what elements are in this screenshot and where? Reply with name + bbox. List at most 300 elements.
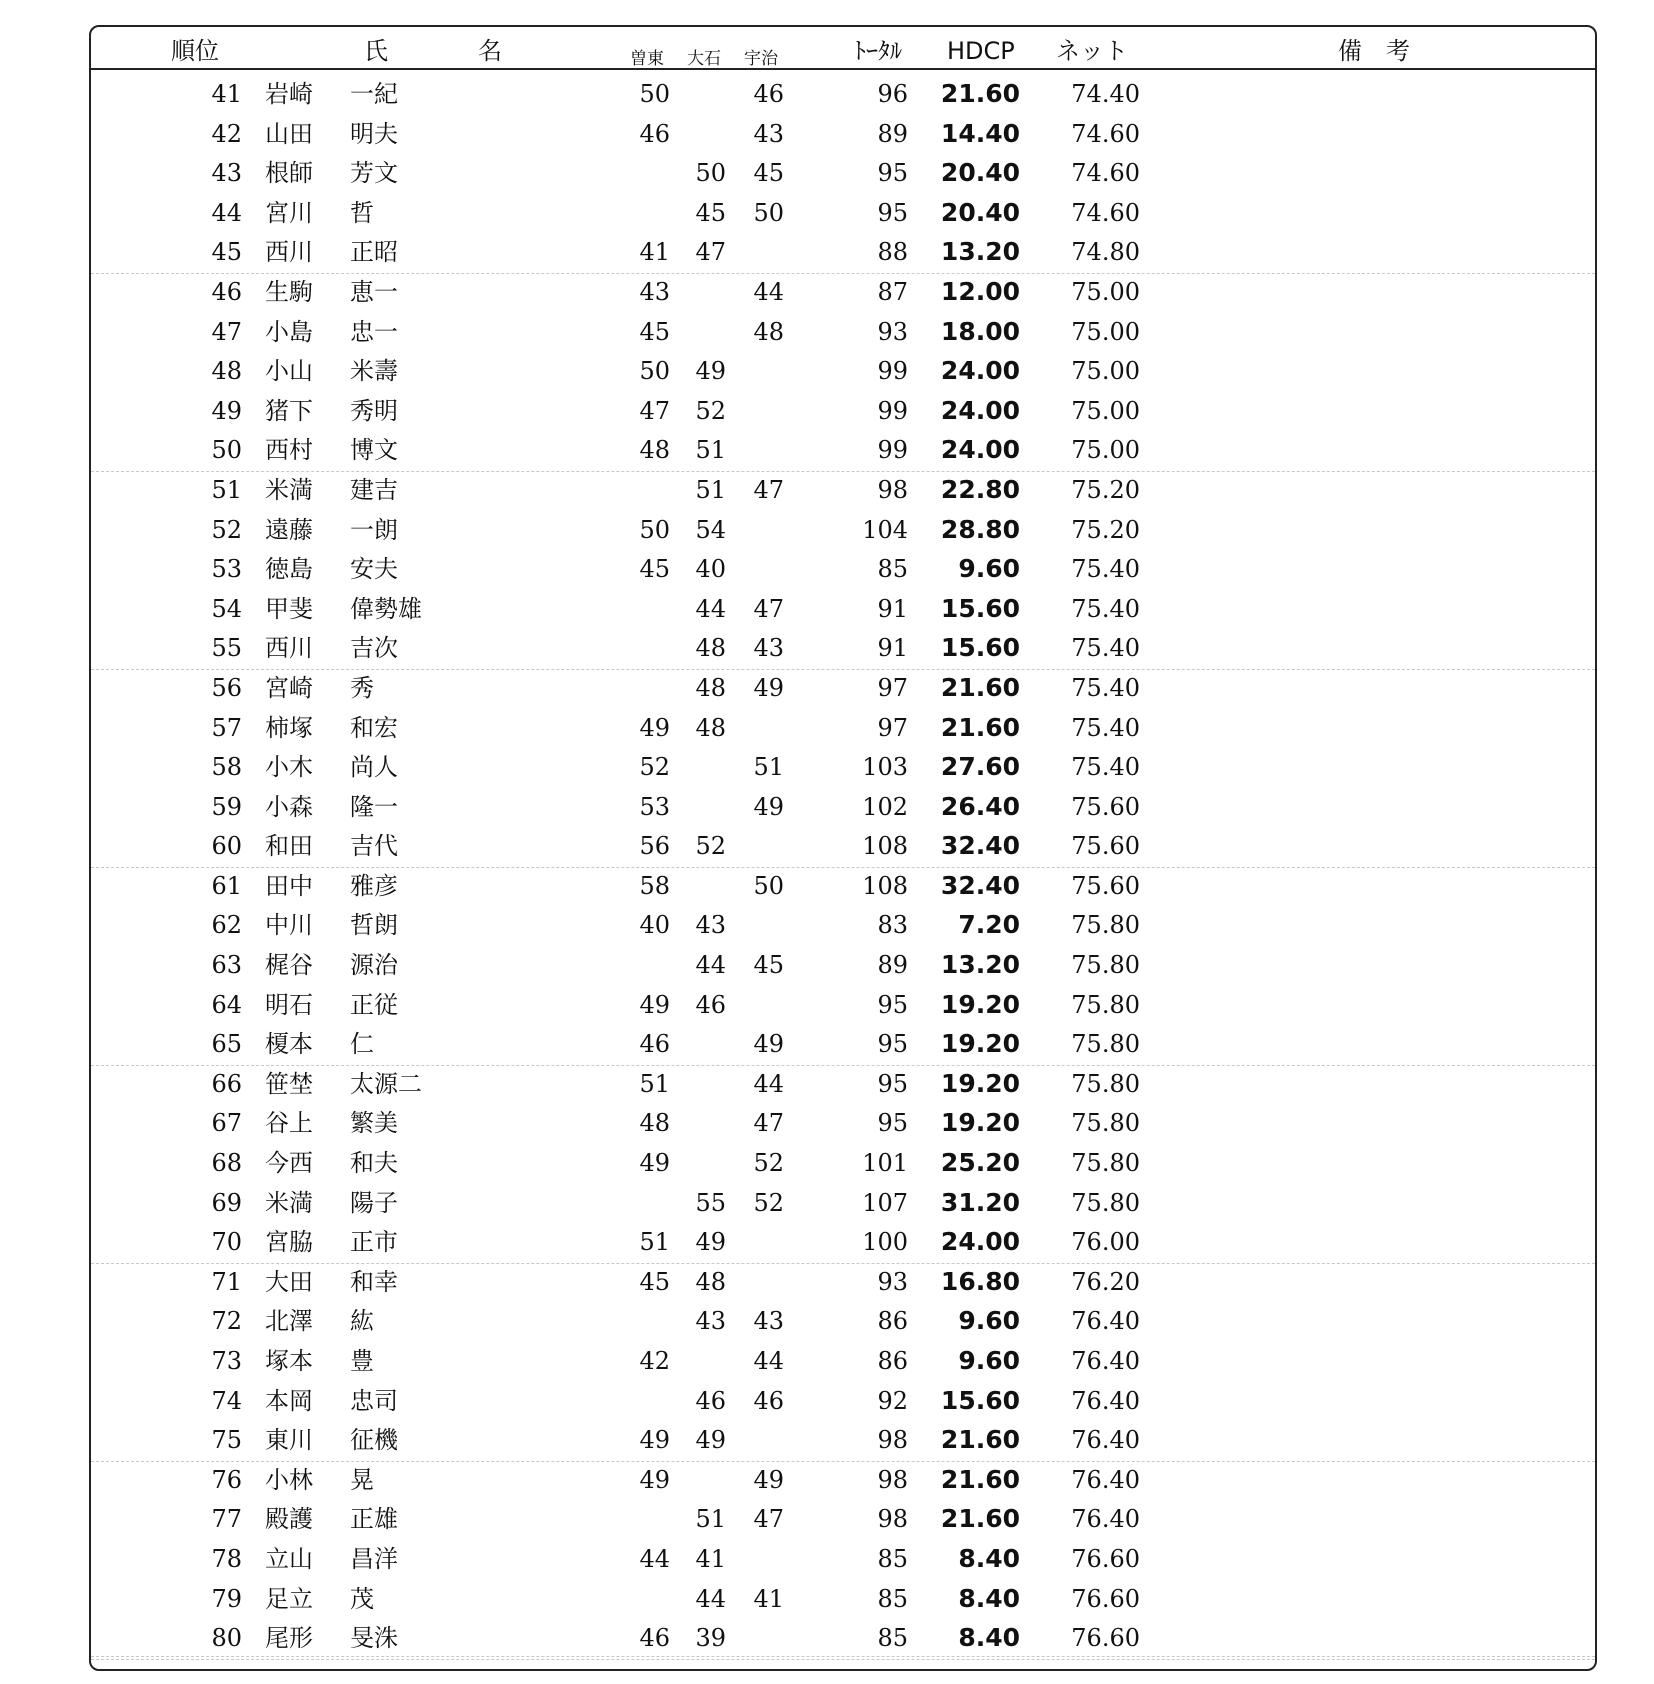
hdcp-value: 15.60 <box>940 1385 1020 1415</box>
rank-cell: 68 <box>211 1149 242 1178</box>
table-row <box>0 708 1654 748</box>
total-score: 98 <box>877 1465 908 1494</box>
hdcp-value: 24.00 <box>940 435 1020 465</box>
course-oishi-score: 48 <box>695 713 726 742</box>
course-sodo-score: 45 <box>639 317 670 346</box>
total-score: 108 <box>862 871 908 900</box>
hdcp-value: 21.60 <box>940 1464 1020 1494</box>
hdcp-value: 9.60 <box>958 1346 1020 1375</box>
net-score: 75.20 <box>1071 475 1140 504</box>
given-name-cell: 茂 <box>350 1584 374 1613</box>
table-row <box>0 1143 1654 1183</box>
given-name-cell: 旻洙 <box>350 1624 398 1653</box>
family-name-cell: 殿護 <box>265 1505 313 1534</box>
hdcp-value: 19.20 <box>940 1068 1020 1098</box>
total-score: 108 <box>862 832 908 861</box>
net-score: 75.40 <box>1071 673 1140 702</box>
course-sodo-score: 51 <box>639 1228 670 1257</box>
total-score: 87 <box>877 277 908 306</box>
course-oishi-score: 44 <box>695 951 726 980</box>
rank-cell: 76 <box>211 1465 242 1494</box>
course-sodo-score: 49 <box>639 1149 670 1178</box>
rank-cell: 70 <box>211 1228 242 1257</box>
given-name-cell: 昌洋 <box>350 1544 398 1573</box>
net-score: 76.40 <box>1071 1307 1140 1336</box>
course-uji-score: 47 <box>753 594 784 623</box>
total-score: 97 <box>877 713 908 742</box>
header-name-a: 氏 <box>364 37 388 65</box>
hdcp-value: 19.20 <box>940 1029 1020 1059</box>
table-row <box>0 1341 1654 1381</box>
hdcp-value: 9.60 <box>958 1306 1020 1336</box>
total-score: 85 <box>877 1624 908 1653</box>
course-oishi-score: 48 <box>695 634 726 663</box>
table-row <box>0 114 1654 154</box>
header-hdcp: HDCP <box>947 37 1015 65</box>
hdcp-value: 21.60 <box>940 1504 1020 1534</box>
total-score: 99 <box>877 357 908 386</box>
course-sodo-score: 50 <box>639 515 670 544</box>
course-oishi-score: 51 <box>695 475 726 504</box>
table-row <box>0 668 1654 708</box>
given-name-cell: 尚人 <box>350 753 398 782</box>
given-name-cell: 安夫 <box>350 555 398 584</box>
hdcp-value: 15.60 <box>940 593 1020 623</box>
rank-cell: 46 <box>211 277 242 306</box>
net-score: 76.20 <box>1071 1267 1140 1296</box>
net-score: 75.00 <box>1071 277 1140 306</box>
given-name-cell: 忠一 <box>350 317 398 346</box>
rank-cell: 72 <box>211 1307 242 1336</box>
total-score: 91 <box>877 634 908 663</box>
given-name-cell: 晃 <box>350 1465 374 1494</box>
hdcp-value: 8.40 <box>958 1543 1020 1573</box>
table-row <box>0 1420 1654 1460</box>
total-score: 98 <box>877 1505 908 1534</box>
table-row <box>0 1301 1654 1341</box>
rank-cell: 64 <box>211 990 242 1019</box>
header-divider <box>89 68 1597 70</box>
table-row <box>0 747 1654 787</box>
course-oishi-score: 39 <box>695 1624 726 1653</box>
given-name-cell: 哲 <box>350 198 374 227</box>
course-oishi-score: 40 <box>695 555 726 584</box>
table-row <box>0 470 1654 510</box>
course-uji-score: 49 <box>753 1465 784 1494</box>
table-row <box>0 351 1654 391</box>
course-sodo-score: 44 <box>639 1544 670 1573</box>
net-score: 75.00 <box>1071 357 1140 386</box>
course-oishi-score: 49 <box>695 1426 726 1455</box>
course-uji-score: 47 <box>753 1505 784 1534</box>
hdcp-value: 14.40 <box>940 118 1020 148</box>
hdcp-value: 7.20 <box>958 910 1020 940</box>
family-name-cell: 小島 <box>265 317 313 346</box>
family-name-cell: 根師 <box>265 159 313 188</box>
rank-cell: 77 <box>211 1505 242 1534</box>
course-uji-score: 49 <box>753 673 784 702</box>
hdcp-value: 24.00 <box>940 1227 1020 1257</box>
family-name-cell: 宮川 <box>265 198 313 227</box>
family-name-cell: 本岡 <box>265 1386 313 1415</box>
total-score: 98 <box>877 1426 908 1455</box>
family-name-cell: 西村 <box>265 436 313 465</box>
course-sodo-score: 46 <box>639 1624 670 1653</box>
hdcp-value: 26.40 <box>940 791 1020 821</box>
given-name-cell: 恵一 <box>350 277 398 306</box>
course-oishi-score: 46 <box>695 990 726 1019</box>
course-uji-score: 47 <box>753 475 784 504</box>
table-row <box>0 866 1654 906</box>
hdcp-value: 24.00 <box>940 356 1020 386</box>
net-score: 76.40 <box>1071 1465 1140 1494</box>
total-score: 95 <box>877 1030 908 1059</box>
table-row <box>0 510 1654 550</box>
table-row <box>0 153 1654 193</box>
table-row <box>0 1381 1654 1421</box>
course-uji-score: 45 <box>753 951 784 980</box>
hdcp-value: 21.60 <box>940 712 1020 742</box>
table-row <box>0 1460 1654 1500</box>
total-score: 86 <box>877 1307 908 1336</box>
course-uji-score: 50 <box>753 198 784 227</box>
total-score: 95 <box>877 198 908 227</box>
given-name-cell: 紘 <box>350 1307 374 1336</box>
total-score: 85 <box>877 1544 908 1573</box>
net-score: 75.80 <box>1071 1030 1140 1059</box>
total-score: 99 <box>877 396 908 425</box>
course-uji-score: 52 <box>753 1188 784 1217</box>
course-sodo-score: 50 <box>639 80 670 108</box>
rank-cell: 48 <box>211 357 242 386</box>
course-sodo-score: 46 <box>639 119 670 148</box>
family-name-cell: 猪下 <box>265 396 313 425</box>
rank-cell: 75 <box>211 1426 242 1455</box>
net-score: 75.80 <box>1071 1149 1140 1178</box>
total-score: 98 <box>877 475 908 504</box>
net-score: 76.60 <box>1071 1584 1140 1613</box>
hdcp-value: 9.60 <box>958 554 1020 584</box>
hdcp-value: 19.20 <box>940 1108 1020 1138</box>
family-name-cell: 明石 <box>265 990 313 1019</box>
course-uji-score: 52 <box>753 1149 784 1178</box>
family-name-cell: 小林 <box>265 1465 313 1494</box>
course-oishi-score: 43 <box>695 911 726 940</box>
course-uji-score: 44 <box>753 1347 784 1375</box>
course-oishi-score: 45 <box>695 198 726 227</box>
course-oishi-score: 49 <box>695 357 726 386</box>
course-sodo-score: 49 <box>639 713 670 742</box>
net-score: 74.60 <box>1071 119 1140 148</box>
given-name-cell: 仁 <box>350 1030 374 1059</box>
net-score: 76.60 <box>1071 1624 1140 1653</box>
total-score: 95 <box>877 990 908 1019</box>
given-name-cell: 吉代 <box>350 832 398 861</box>
course-oishi-score: 47 <box>695 238 726 267</box>
table-row <box>0 905 1654 945</box>
hdcp-value: 32.40 <box>940 870 1020 900</box>
given-name-cell: 哲朗 <box>350 911 398 940</box>
hdcp-value: 31.20 <box>940 1187 1020 1217</box>
course-sodo-score: 45 <box>639 555 670 584</box>
course-sodo-score: 58 <box>639 871 670 900</box>
rank-cell: 41 <box>211 80 242 108</box>
total-score: 95 <box>877 1069 908 1098</box>
rank-cell: 55 <box>211 634 242 663</box>
table-row <box>0 232 1654 272</box>
family-name-cell: 岩崎 <box>265 80 313 108</box>
table-row <box>0 312 1654 352</box>
given-name-cell: 雅彦 <box>350 871 398 900</box>
hdcp-value: 8.40 <box>958 1623 1020 1653</box>
given-name-cell: 一朗 <box>350 515 398 544</box>
total-score: 93 <box>877 1267 908 1296</box>
given-name-cell: 秀明 <box>350 396 398 425</box>
net-score: 75.20 <box>1071 515 1140 544</box>
table-row <box>0 1222 1654 1262</box>
hdcp-value: 28.80 <box>940 514 1020 544</box>
total-score: 85 <box>877 1584 908 1613</box>
course-sodo-score: 52 <box>639 753 670 782</box>
total-score: 101 <box>862 1149 908 1178</box>
table-row <box>0 1579 1654 1619</box>
table-row <box>0 1183 1654 1223</box>
rank-cell: 45 <box>211 238 242 267</box>
course-oishi-score: 48 <box>695 673 726 702</box>
total-score: 86 <box>877 1347 908 1375</box>
header-remarks: 備 考 <box>1338 37 1410 65</box>
course-oishi-score: 49 <box>695 1228 726 1257</box>
net-score: 76.00 <box>1071 1228 1140 1257</box>
total-score: 88 <box>877 238 908 267</box>
net-score: 75.00 <box>1071 436 1140 465</box>
header-name-b: 名 <box>478 37 502 65</box>
table-row <box>0 1618 1654 1658</box>
given-name-cell: 和夫 <box>350 1149 398 1178</box>
course-sodo-score: 41 <box>639 238 670 267</box>
course-uji-score: 47 <box>753 1109 784 1138</box>
net-score: 75.40 <box>1071 634 1140 663</box>
course-sodo-score: 49 <box>639 1426 670 1455</box>
rank-cell: 51 <box>211 475 242 504</box>
header-total: ﾄｰﾀﾙ <box>854 37 902 65</box>
net-score: 74.40 <box>1071 80 1140 108</box>
rank-cell: 60 <box>211 832 242 861</box>
rank-cell: 65 <box>211 1030 242 1059</box>
net-score: 75.80 <box>1071 911 1140 940</box>
course-uji-score: 49 <box>753 792 784 821</box>
hdcp-value: 22.80 <box>940 474 1020 504</box>
course-oishi-score: 52 <box>695 832 726 861</box>
course-uji-score: 44 <box>753 1069 784 1098</box>
table-row <box>0 1103 1654 1143</box>
table-bottom-divider <box>91 1656 1595 1657</box>
given-name-cell: 明夫 <box>350 119 398 148</box>
course-sodo-score: 48 <box>639 436 670 465</box>
total-score: 97 <box>877 673 908 702</box>
rank-cell: 66 <box>211 1069 242 1098</box>
family-name-cell: 北澤 <box>265 1307 313 1336</box>
family-name-cell: 中川 <box>265 911 313 940</box>
total-score: 92 <box>877 1386 908 1415</box>
rank-cell: 71 <box>211 1267 242 1296</box>
course-uji-score: 43 <box>753 634 784 663</box>
given-name-cell: 源治 <box>350 951 398 980</box>
score-table-body <box>0 74 1654 1658</box>
given-name-cell: 偉勢雄 <box>350 594 422 623</box>
net-score: 74.60 <box>1071 198 1140 227</box>
family-name-cell: 米満 <box>265 1188 313 1217</box>
rank-cell: 74 <box>211 1386 242 1415</box>
rank-cell: 47 <box>211 317 242 346</box>
family-name-cell: 立山 <box>265 1544 313 1573</box>
net-score: 75.00 <box>1071 396 1140 425</box>
course-sodo-score: 50 <box>639 357 670 386</box>
table-row <box>0 549 1654 589</box>
rank-cell: 57 <box>211 713 242 742</box>
course-oishi-score: 43 <box>695 1307 726 1336</box>
hdcp-value: 21.60 <box>940 79 1020 108</box>
given-name-cell: 秀 <box>350 673 374 702</box>
family-name-cell: 谷上 <box>265 1109 313 1138</box>
given-name-cell: 太源二 <box>350 1069 422 1098</box>
given-name-cell: 忠司 <box>350 1386 398 1415</box>
course-uji-score: 48 <box>753 317 784 346</box>
family-name-cell: 生駒 <box>265 277 313 306</box>
given-name-cell: 陽子 <box>350 1188 398 1217</box>
table-row <box>0 1024 1654 1064</box>
rank-cell: 61 <box>211 871 242 900</box>
course-oishi-score: 55 <box>695 1188 726 1217</box>
hdcp-value: 21.60 <box>940 672 1020 702</box>
course-sodo-score: 43 <box>639 277 670 306</box>
table-row <box>0 945 1654 985</box>
rank-cell: 43 <box>211 159 242 188</box>
family-name-cell: 大田 <box>265 1267 313 1296</box>
table-row <box>0 787 1654 827</box>
hdcp-value: 21.60 <box>940 1425 1020 1455</box>
total-score: 100 <box>862 1228 908 1257</box>
family-name-cell: 尾形 <box>265 1624 313 1653</box>
hdcp-value: 32.40 <box>940 831 1020 861</box>
course-sodo-score: 48 <box>639 1109 670 1138</box>
rank-cell: 58 <box>211 753 242 782</box>
rank-cell: 56 <box>211 673 242 702</box>
given-name-cell: 米壽 <box>350 357 398 386</box>
given-name-cell: 和幸 <box>350 1267 398 1296</box>
total-score: 85 <box>877 555 908 584</box>
family-name-cell: 西川 <box>265 634 313 663</box>
course-uji-score: 46 <box>753 1386 784 1415</box>
course-sodo-score: 49 <box>639 1465 670 1494</box>
course-oishi-score: 44 <box>695 1584 726 1613</box>
net-score: 75.40 <box>1071 555 1140 584</box>
course-uji-score: 44 <box>753 277 784 306</box>
family-name-cell: 小木 <box>265 753 313 782</box>
header-rank: 順位 <box>171 37 219 65</box>
hdcp-value: 8.40 <box>958 1583 1020 1613</box>
header-course-sodo: 曽東 <box>630 49 664 69</box>
net-score: 75.40 <box>1071 713 1140 742</box>
total-score: 83 <box>877 911 908 940</box>
course-sodo-score: 47 <box>639 396 670 425</box>
family-name-cell: 梶谷 <box>265 951 313 980</box>
course-oishi-score: 52 <box>695 396 726 425</box>
rank-cell: 79 <box>211 1584 242 1613</box>
course-oishi-score: 54 <box>695 515 726 544</box>
family-name-cell: 和田 <box>265 832 313 861</box>
total-score: 99 <box>877 436 908 465</box>
net-score: 75.80 <box>1071 1109 1140 1138</box>
table-row <box>0 826 1654 866</box>
rank-cell: 73 <box>211 1347 242 1375</box>
family-name-cell: 小山 <box>265 357 313 386</box>
rank-cell: 49 <box>211 396 242 425</box>
course-sodo-score: 56 <box>639 832 670 861</box>
total-score: 102 <box>862 792 908 821</box>
hdcp-value: 18.00 <box>940 316 1020 346</box>
rank-cell: 78 <box>211 1544 242 1573</box>
given-name-cell: 豊 <box>350 1347 374 1375</box>
given-name-cell: 正雄 <box>350 1505 398 1534</box>
given-name-cell: 吉次 <box>350 634 398 663</box>
hdcp-value: 24.00 <box>940 395 1020 425</box>
course-oishi-score: 46 <box>695 1386 726 1415</box>
course-oishi-score: 48 <box>695 1267 726 1296</box>
family-name-cell: 東川 <box>265 1426 313 1455</box>
net-score: 76.40 <box>1071 1347 1140 1375</box>
given-name-cell: 正昭 <box>350 238 398 267</box>
rank-cell: 59 <box>211 792 242 821</box>
rank-cell: 69 <box>211 1188 242 1217</box>
rank-cell: 44 <box>211 198 242 227</box>
hdcp-value: 15.60 <box>940 633 1020 663</box>
net-score: 75.40 <box>1071 753 1140 782</box>
given-name-cell: 正従 <box>350 990 398 1019</box>
course-uji-score: 43 <box>753 119 784 148</box>
hdcp-value: 20.40 <box>940 158 1020 188</box>
table-row <box>0 1499 1654 1539</box>
rank-cell: 63 <box>211 951 242 980</box>
family-name-cell: 小森 <box>265 792 313 821</box>
net-score: 74.60 <box>1071 159 1140 188</box>
net-score: 76.40 <box>1071 1505 1140 1534</box>
total-score: 104 <box>862 515 908 544</box>
total-score: 91 <box>877 594 908 623</box>
net-score: 75.80 <box>1071 1188 1140 1217</box>
family-name-cell: 足立 <box>265 1584 313 1613</box>
rank-cell: 42 <box>211 119 242 148</box>
family-name-cell: 山田 <box>265 119 313 148</box>
given-name-cell: 繁美 <box>350 1109 398 1138</box>
net-score: 75.60 <box>1071 792 1140 821</box>
course-oishi-score: 44 <box>695 594 726 623</box>
course-sodo-score: 49 <box>639 990 670 1019</box>
rank-cell: 50 <box>211 436 242 465</box>
hdcp-value: 20.40 <box>940 197 1020 227</box>
net-score: 75.80 <box>1071 951 1140 980</box>
course-sodo-score: 42 <box>639 1347 670 1375</box>
table-row <box>0 391 1654 431</box>
table-row <box>0 1539 1654 1579</box>
rank-cell: 67 <box>211 1109 242 1138</box>
course-uji-score: 50 <box>753 871 784 900</box>
hdcp-value: 16.80 <box>940 1266 1020 1296</box>
course-sodo-score: 51 <box>639 1069 670 1098</box>
family-name-cell: 甲斐 <box>265 594 313 623</box>
course-uji-score: 45 <box>753 159 784 188</box>
rank-cell: 54 <box>211 594 242 623</box>
